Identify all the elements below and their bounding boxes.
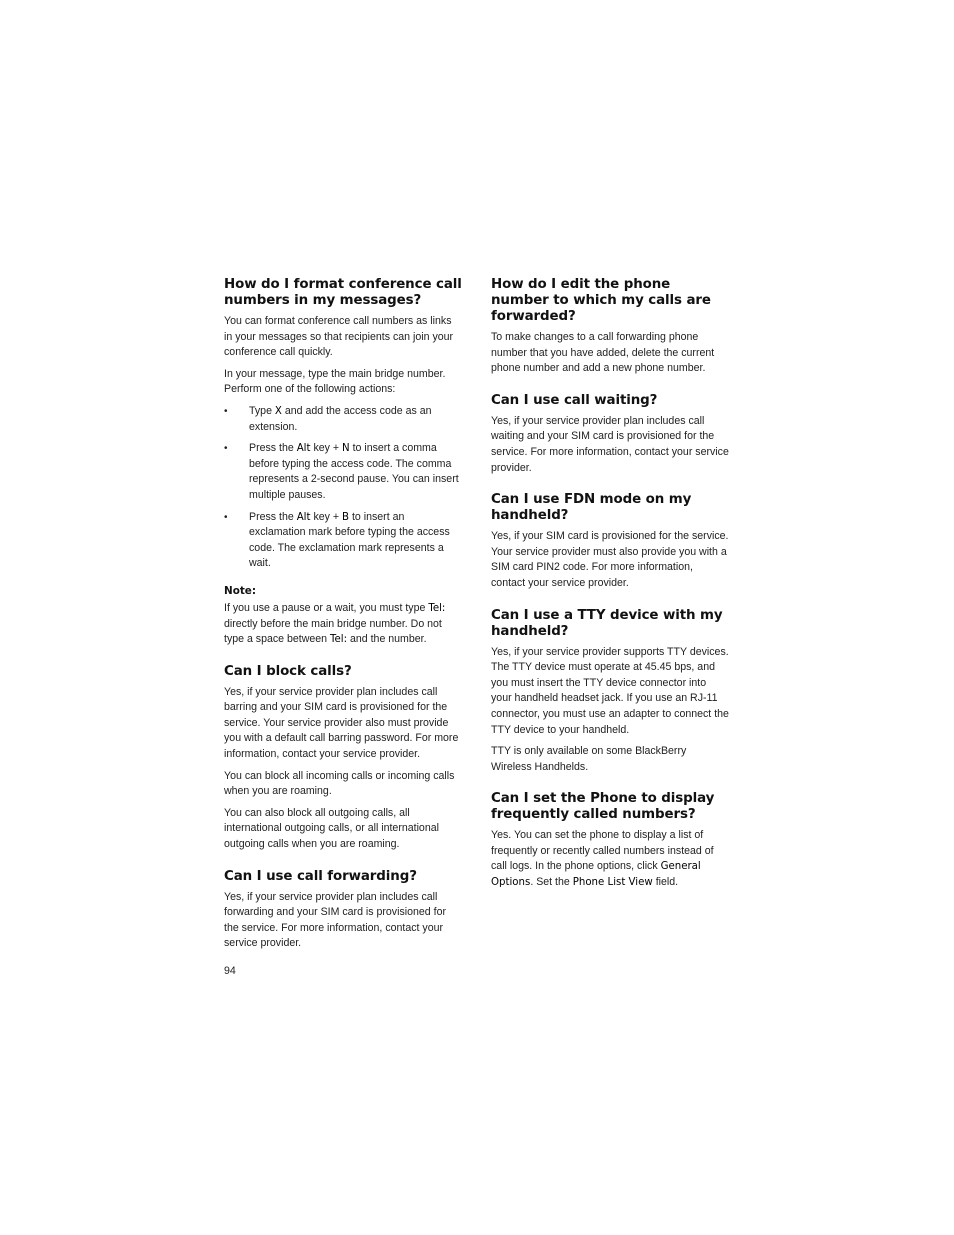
heading-edit-forward-number: How do I edit the phone number to which my calls are forwarded? <box>491 277 711 324</box>
paragraph: Yes, if your service provider supports TTY devices. The TTY device must operate at 45.45 bps, and you must insert the TTY device connector into your handheld headset jack. If you use an RJ-11 connector, you must use an adapter to connect the TTY device to your handheld. <box>491 645 729 736</box>
paragraph: Yes, if your service provider plan includes call forwarding and your SIM card is provisioned for the service. For more information, contact your service provider. <box>224 890 446 950</box>
paragraph: Yes, if your service provider plan includes call barring and your SIM card is provisioned for the service. Your service provider also must provide you with a default call barring password. For more information, contact your service provider. <box>224 685 459 761</box>
section-tty-device <box>491 608 729 776</box>
paragraph: You can format conference call numbers as links in your messages so that recipients can join your conference call quickly. <box>224 315 454 359</box>
menu-option-label: General Options <box>491 861 701 889</box>
paragraph: You can block all incoming calls or incoming calls when you are roaming. <box>224 769 455 798</box>
paragraph: Yes, if your service provider plan includes call waiting and your SIM card is provisioned for the service. For more information, contact your service provider. <box>491 414 729 474</box>
left-column <box>224 277 462 968</box>
section-call-waiting <box>491 393 729 476</box>
right-column <box>491 277 729 907</box>
list-item: • Type X and add the access code as an extension. <box>224 404 432 433</box>
heading-tty-device: Can I use a TTY device with my handheld? <box>491 607 723 639</box>
list-item: • Press the Alt key + N to insert a comma before typing the access code. The comma represents a 2-second pause. You can insert multiple pauses. <box>224 442 459 501</box>
paragraph: In your message, type the main bridge number. Perform one of the following actions: <box>224 367 446 396</box>
field-label: Phone List View <box>572 877 653 889</box>
note-text: If you use a pause or a wait, you must type Tel: directly before the main bridge number. Do not type a space between Tel: and the number. <box>224 601 446 646</box>
heading-conference-call: How do I format conference call numbers in my messages? <box>224 277 462 308</box>
paragraph: TTY is only available on some BlackBerry Wireless Handhelds. <box>491 745 687 773</box>
key-label: Alt <box>296 443 311 455</box>
list-item: • Press the Alt key + B to insert an exclamation mark before typing the access code. The exclamation mark represents a wait. <box>224 510 450 570</box>
bullet-icon: • <box>224 405 228 417</box>
bullet-icon: • <box>224 443 228 455</box>
key-label: Alt <box>296 511 311 523</box>
section-call-forwarding <box>224 869 462 952</box>
page-number: 94 <box>224 965 236 977</box>
section-edit-forward-number <box>491 277 729 377</box>
key-label: B <box>342 511 350 523</box>
heading-call-waiting: Can I use call waiting? <box>491 392 658 408</box>
action-list <box>224 404 462 572</box>
key-label: Tel: <box>330 634 348 646</box>
key-label: Tel: <box>428 602 446 614</box>
paragraph: You can also block all outgoing calls, all international outgoing calls, or all international outgoing calls when you are roaming. <box>224 806 439 851</box>
section-conference-call <box>224 277 462 648</box>
paragraph: Yes. You can set the phone to display a list of frequently or recently called numbers instead of call logs. In the phone options, click General Options. Set the Phone List View field. <box>491 829 714 889</box>
bullet-icon: • <box>224 511 228 523</box>
section-display-frequent-numbers <box>491 791 729 890</box>
section-fdn-mode <box>491 492 729 591</box>
note-label: Note: <box>224 584 257 597</box>
section-block-calls <box>224 664 462 853</box>
key-label: X <box>274 405 282 417</box>
heading-display-frequent-numbers: Can I set the Phone to display frequently called numbers? <box>491 791 715 823</box>
paragraph: Yes, if your SIM card is provisioned for the service. Your service provider must also provide you with a SIM card PIN2 code. For more information, contact your service provider. <box>491 530 729 589</box>
paragraph: To make changes to a call forwarding phone number that you have added, delete the current phone number and add a new phone number. <box>491 331 715 375</box>
key-label: N <box>342 443 350 455</box>
heading-fdn-mode: Can I use FDN mode on my handheld? <box>491 492 692 524</box>
heading-block-calls: Can I block calls? <box>224 663 352 679</box>
heading-call-forwarding: Can I use call forwarding? <box>224 868 417 884</box>
